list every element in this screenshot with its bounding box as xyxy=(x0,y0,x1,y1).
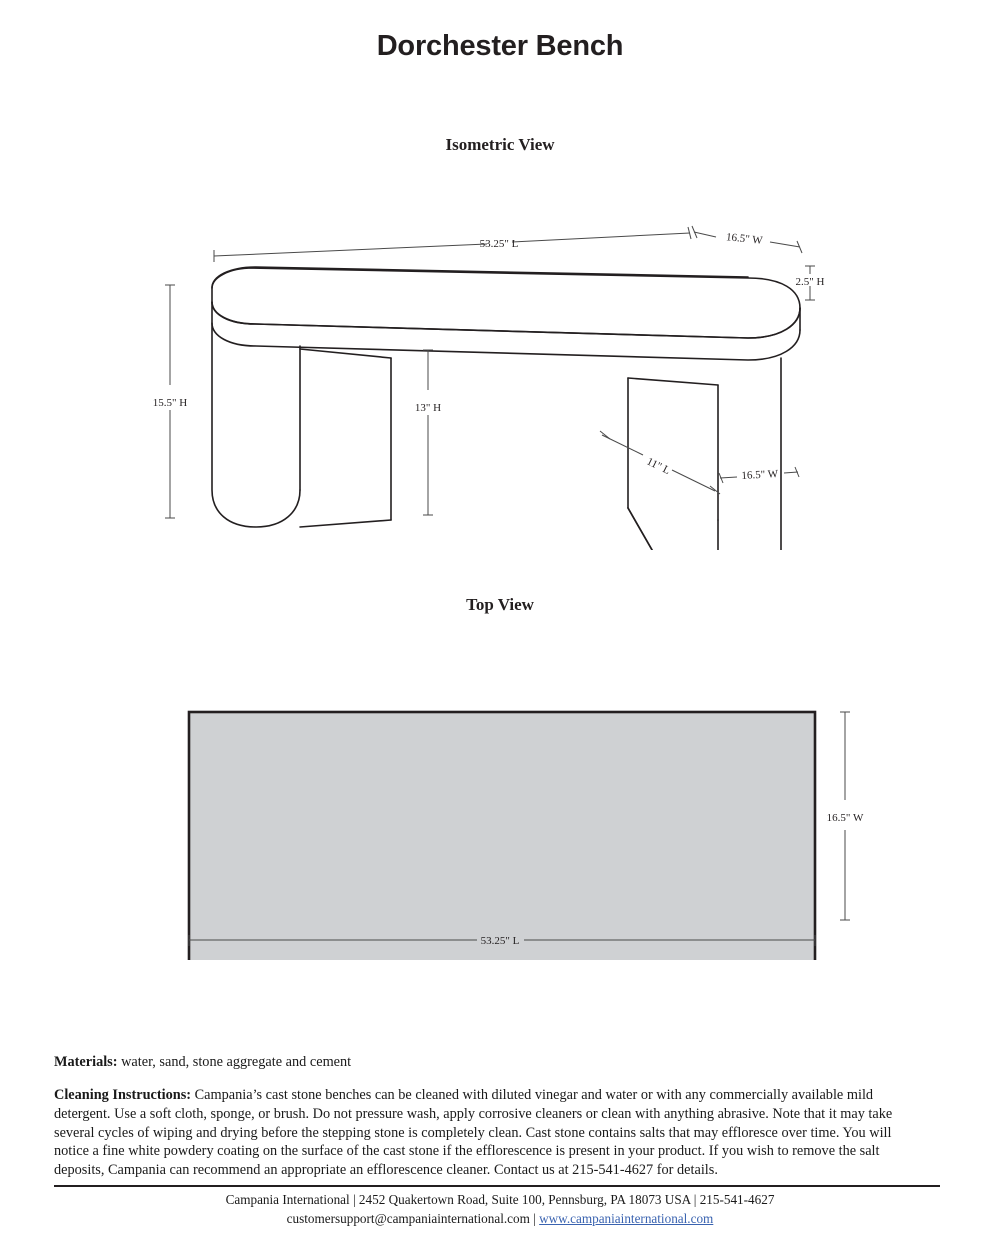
footer-email: customersupport@campaniainternational.com xyxy=(286,1211,530,1227)
dim-isometric-seat-thickness: 2.5" H xyxy=(795,276,825,288)
page-title: Dorchester Bench xyxy=(376,30,624,62)
dim-isometric-seat-width: 16.5" W xyxy=(725,231,764,247)
footer-address-line: Campania International | 2452 Quakertown Road, Suite 100, Pennsburg, PA 18073 USA | 215-541-4627 xyxy=(225,1192,775,1207)
materials-note xyxy=(54,1053,926,1072)
cleaning-instructions-note xyxy=(54,1086,926,1180)
cleaning-instructions-label: Cleaning Instructions: xyxy=(54,1086,192,1103)
dim-isometric-leg-width: 16.5" W xyxy=(741,468,779,482)
footer-website-link[interactable]: www.campaniainternational.com xyxy=(539,1211,714,1227)
isometric-drawing xyxy=(0,190,1000,550)
top-view-plate xyxy=(189,712,815,960)
notes-section xyxy=(54,1053,926,1180)
dim-topview-length: 53.25" L xyxy=(480,935,520,947)
dim-isometric-clearance-height: 13" H xyxy=(414,402,442,414)
footer-divider xyxy=(54,1185,940,1187)
top-view-heading: Top View xyxy=(466,595,534,614)
dim-topview-width: 16.5" W xyxy=(826,812,864,824)
top-view-drawing xyxy=(0,690,1000,960)
footer-contact-line xyxy=(0,1209,1000,1228)
dim-isometric-length: 53.25" L xyxy=(479,238,519,250)
dim-isometric-overall-height: 15.5" H xyxy=(152,397,188,409)
footer xyxy=(0,1190,1000,1228)
dim-isometric-leg-depth: 11" L xyxy=(644,455,672,478)
materials-text: water, sand, stone aggregate and cement xyxy=(117,1054,352,1070)
isometric-view-heading: Isometric View xyxy=(445,135,555,154)
cleaning-instructions-text: Campania’s cast stone benches can be cleaned with diluted vinegar and water or with any commercially available mild detergent. Use a soft cloth, sponge, or brush. Do not pressure wash, apply corrosive cleaners or clean with anything abrasive. Note that it may take several cycles of wiping and drying before the stepping stone is completely clean. Cast stone contains salts that may effloresce over time. You will notice a fine white powdery coating on the surface of the cast stone if the efflorescence is present in your product. If you wish to remove the salt deposits, Campania can recommend an appropriate an efflorescence cleaner. Contact us at 215-541-4627 for details. xyxy=(54,1086,893,1179)
materials-label: Materials: xyxy=(54,1054,118,1070)
footer-separator: | xyxy=(529,1211,540,1227)
